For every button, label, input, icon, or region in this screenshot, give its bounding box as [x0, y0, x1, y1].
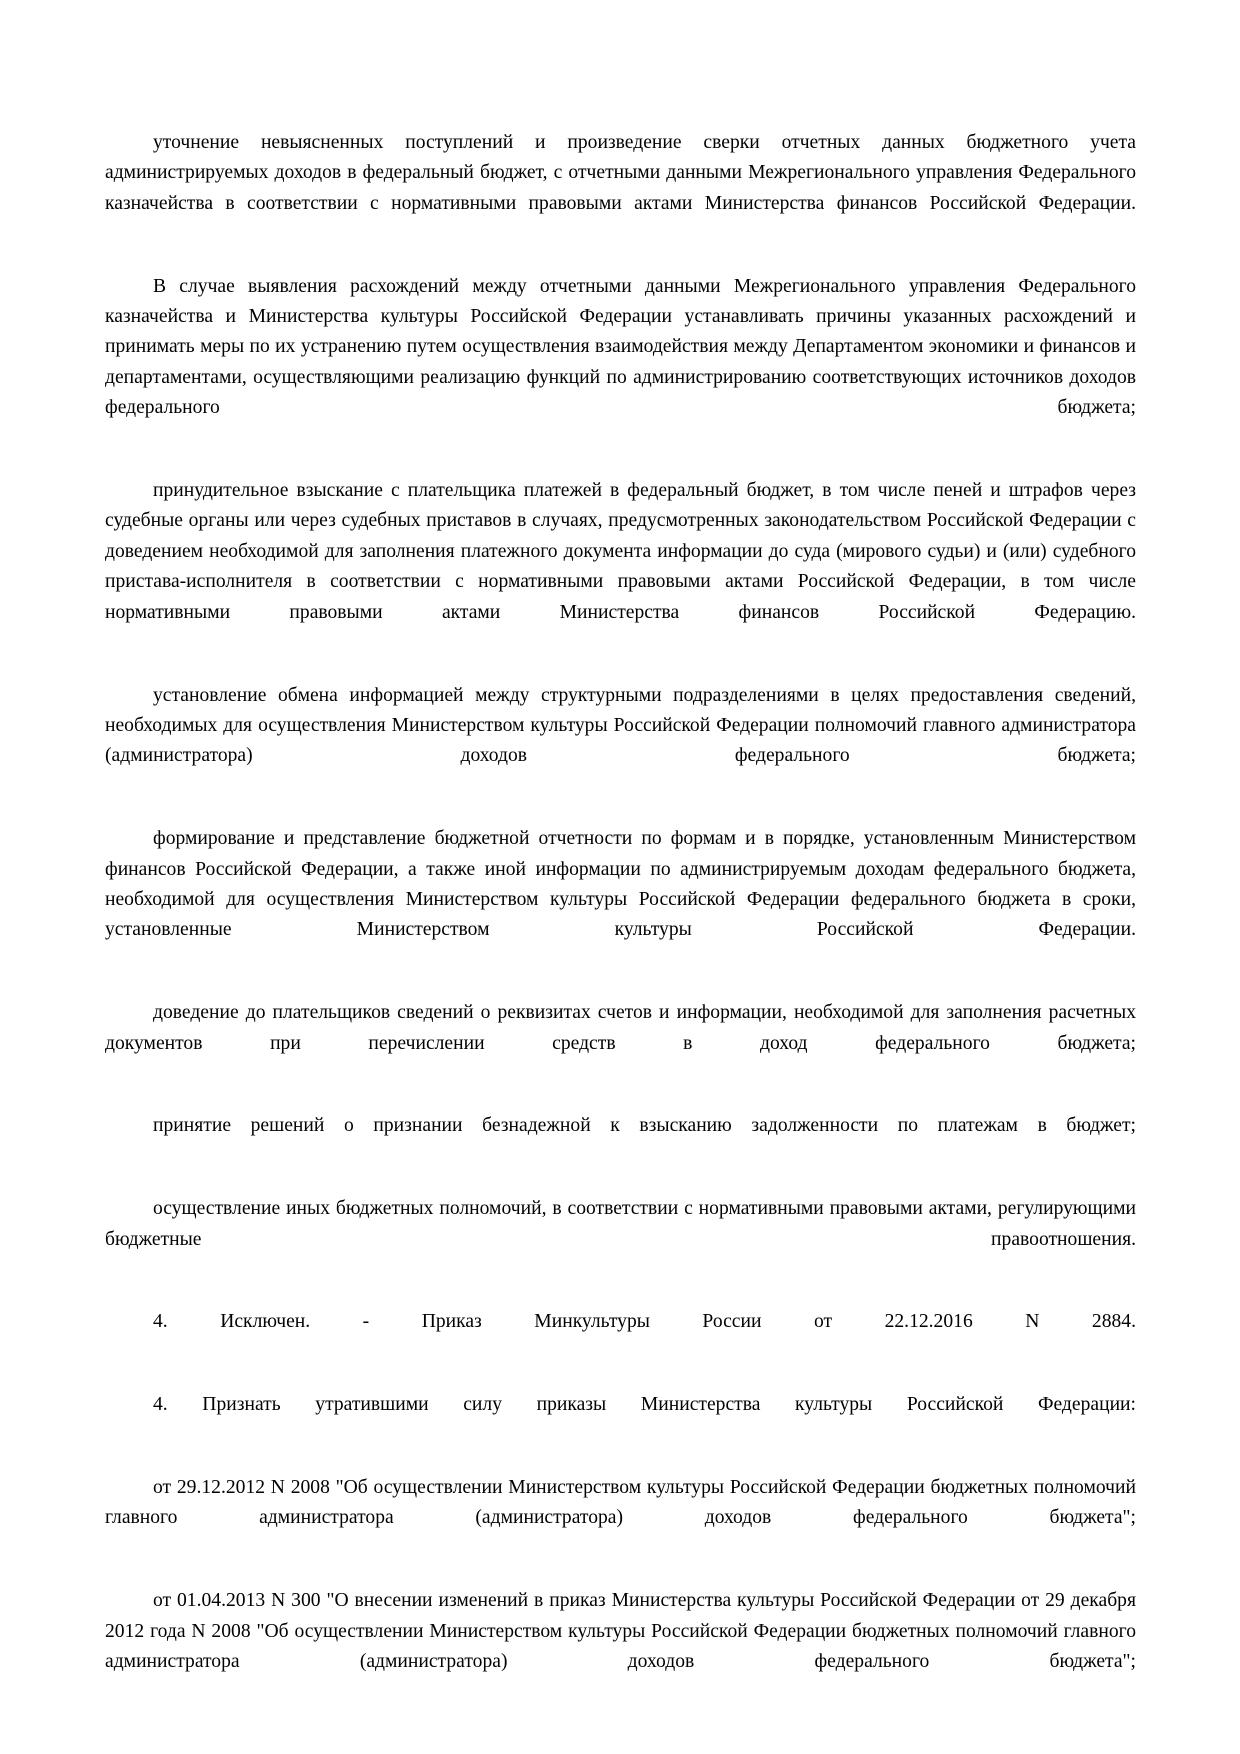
- document-paragraph: принятие решений о признании безнадежной к взысканию задолженности по платежам в бюджет;: [153, 1115, 1136, 1137]
- document-paragraph: В случае выявления расхождений между отчетными данными Межрегионального управления Федерального казначейства и Министерства культуры Российской Федерации устанавливать причины указанных расхождений и принимать меры по их устранению путем осуществления взаимодействия между Департаментом экономики и финансов и департаментами, осуществляющими реализацию функций по администрированию соответствующих источников доходов федерального бюджета;: [105, 275, 1136, 419]
- document-paragraph-item-4-excluded: 4. Исключен. - Приказ Минкультуры России от 22.12.2016 N 2884.: [153, 1311, 1136, 1333]
- document-paragraph-item-4-repeal: 4. Признать утратившими силу приказы Министерства культуры Российской Федерации:: [153, 1394, 1136, 1416]
- document-paragraph-order-reference: от 29.12.2012 N 2008 "Об осуществлении Министерством культуры Российской Федерации бюджетных полномочий главного администратора (администратора) доходов федерального бюджета";: [105, 1477, 1136, 1529]
- document-paragraph: доведение до плательщиков сведений о реквизитах счетов и информации, необходимой для заполнения расчетных документов при перечислении средств в доход федерального бюджета;: [105, 1002, 1136, 1054]
- document-paragraph: установление обмена информацией между структурными подразделениями в целях предоставления сведений, необходимых для осуществления Министерством культуры Российской Федерации полномочий главного администратора (администратора) доходов федерального бюджета;: [105, 684, 1136, 767]
- document-paragraph: уточнение невыясненных поступлений и произведение сверки отчетных данных бюджетного учета администрируемых доходов в федеральный бюджет, с отчетными данными Межрегионального управления Федерального казначейства в соответствии с нормативными правовыми актами Министерства финансов Российской Федерации.: [105, 132, 1136, 214]
- document-paragraph: формирование и представление бюджетной отчетности по формам и в порядке, установленным Министерством финансов Российской Федерации, а также иной информации по администрируемым доходам федерального бюджета, необходимой для осуществления Министерством культуры Российской Федерации федерального бюджета в сроки, установленные Министерством культуры Российской Федерации.: [105, 828, 1136, 941]
- document-paragraph: осуществление иных бюджетных полномочий, в соответствии с нормативными правовыми актами, регулирующими бюджетные правоотношения.: [105, 1198, 1136, 1250]
- document-text-column: [105, 128, 1136, 1708]
- document-paragraph-order-reference: от 01.04.2013 N 300 "О внесении изменений в приказ Министерства культуры Российской Федерации от 29 декабря 2012 года N 2008 "Об осуществлении Министерством культуры Российской Федерации бюджетных полномочий главного администратора (администратора) доходов федерального бюджета";: [105, 1590, 1136, 1673]
- document-paragraph: принудительное взыскание с плательщика платежей в федеральный бюджет, в том числе пеней и штрафов через судебные органы или через судебных приставов в случаях, предусмотренных законодательством Российской Федерации с доведением необходимой для заполнения платежного документа информации до суда (мирового судьи) и (или) судебного пристава-исполнителя в соответствии с нормативными правовыми актами Российской Федерации, в том числе нормативными правовыми актами Министерства финансов Российской Федерацию.: [105, 480, 1136, 623]
